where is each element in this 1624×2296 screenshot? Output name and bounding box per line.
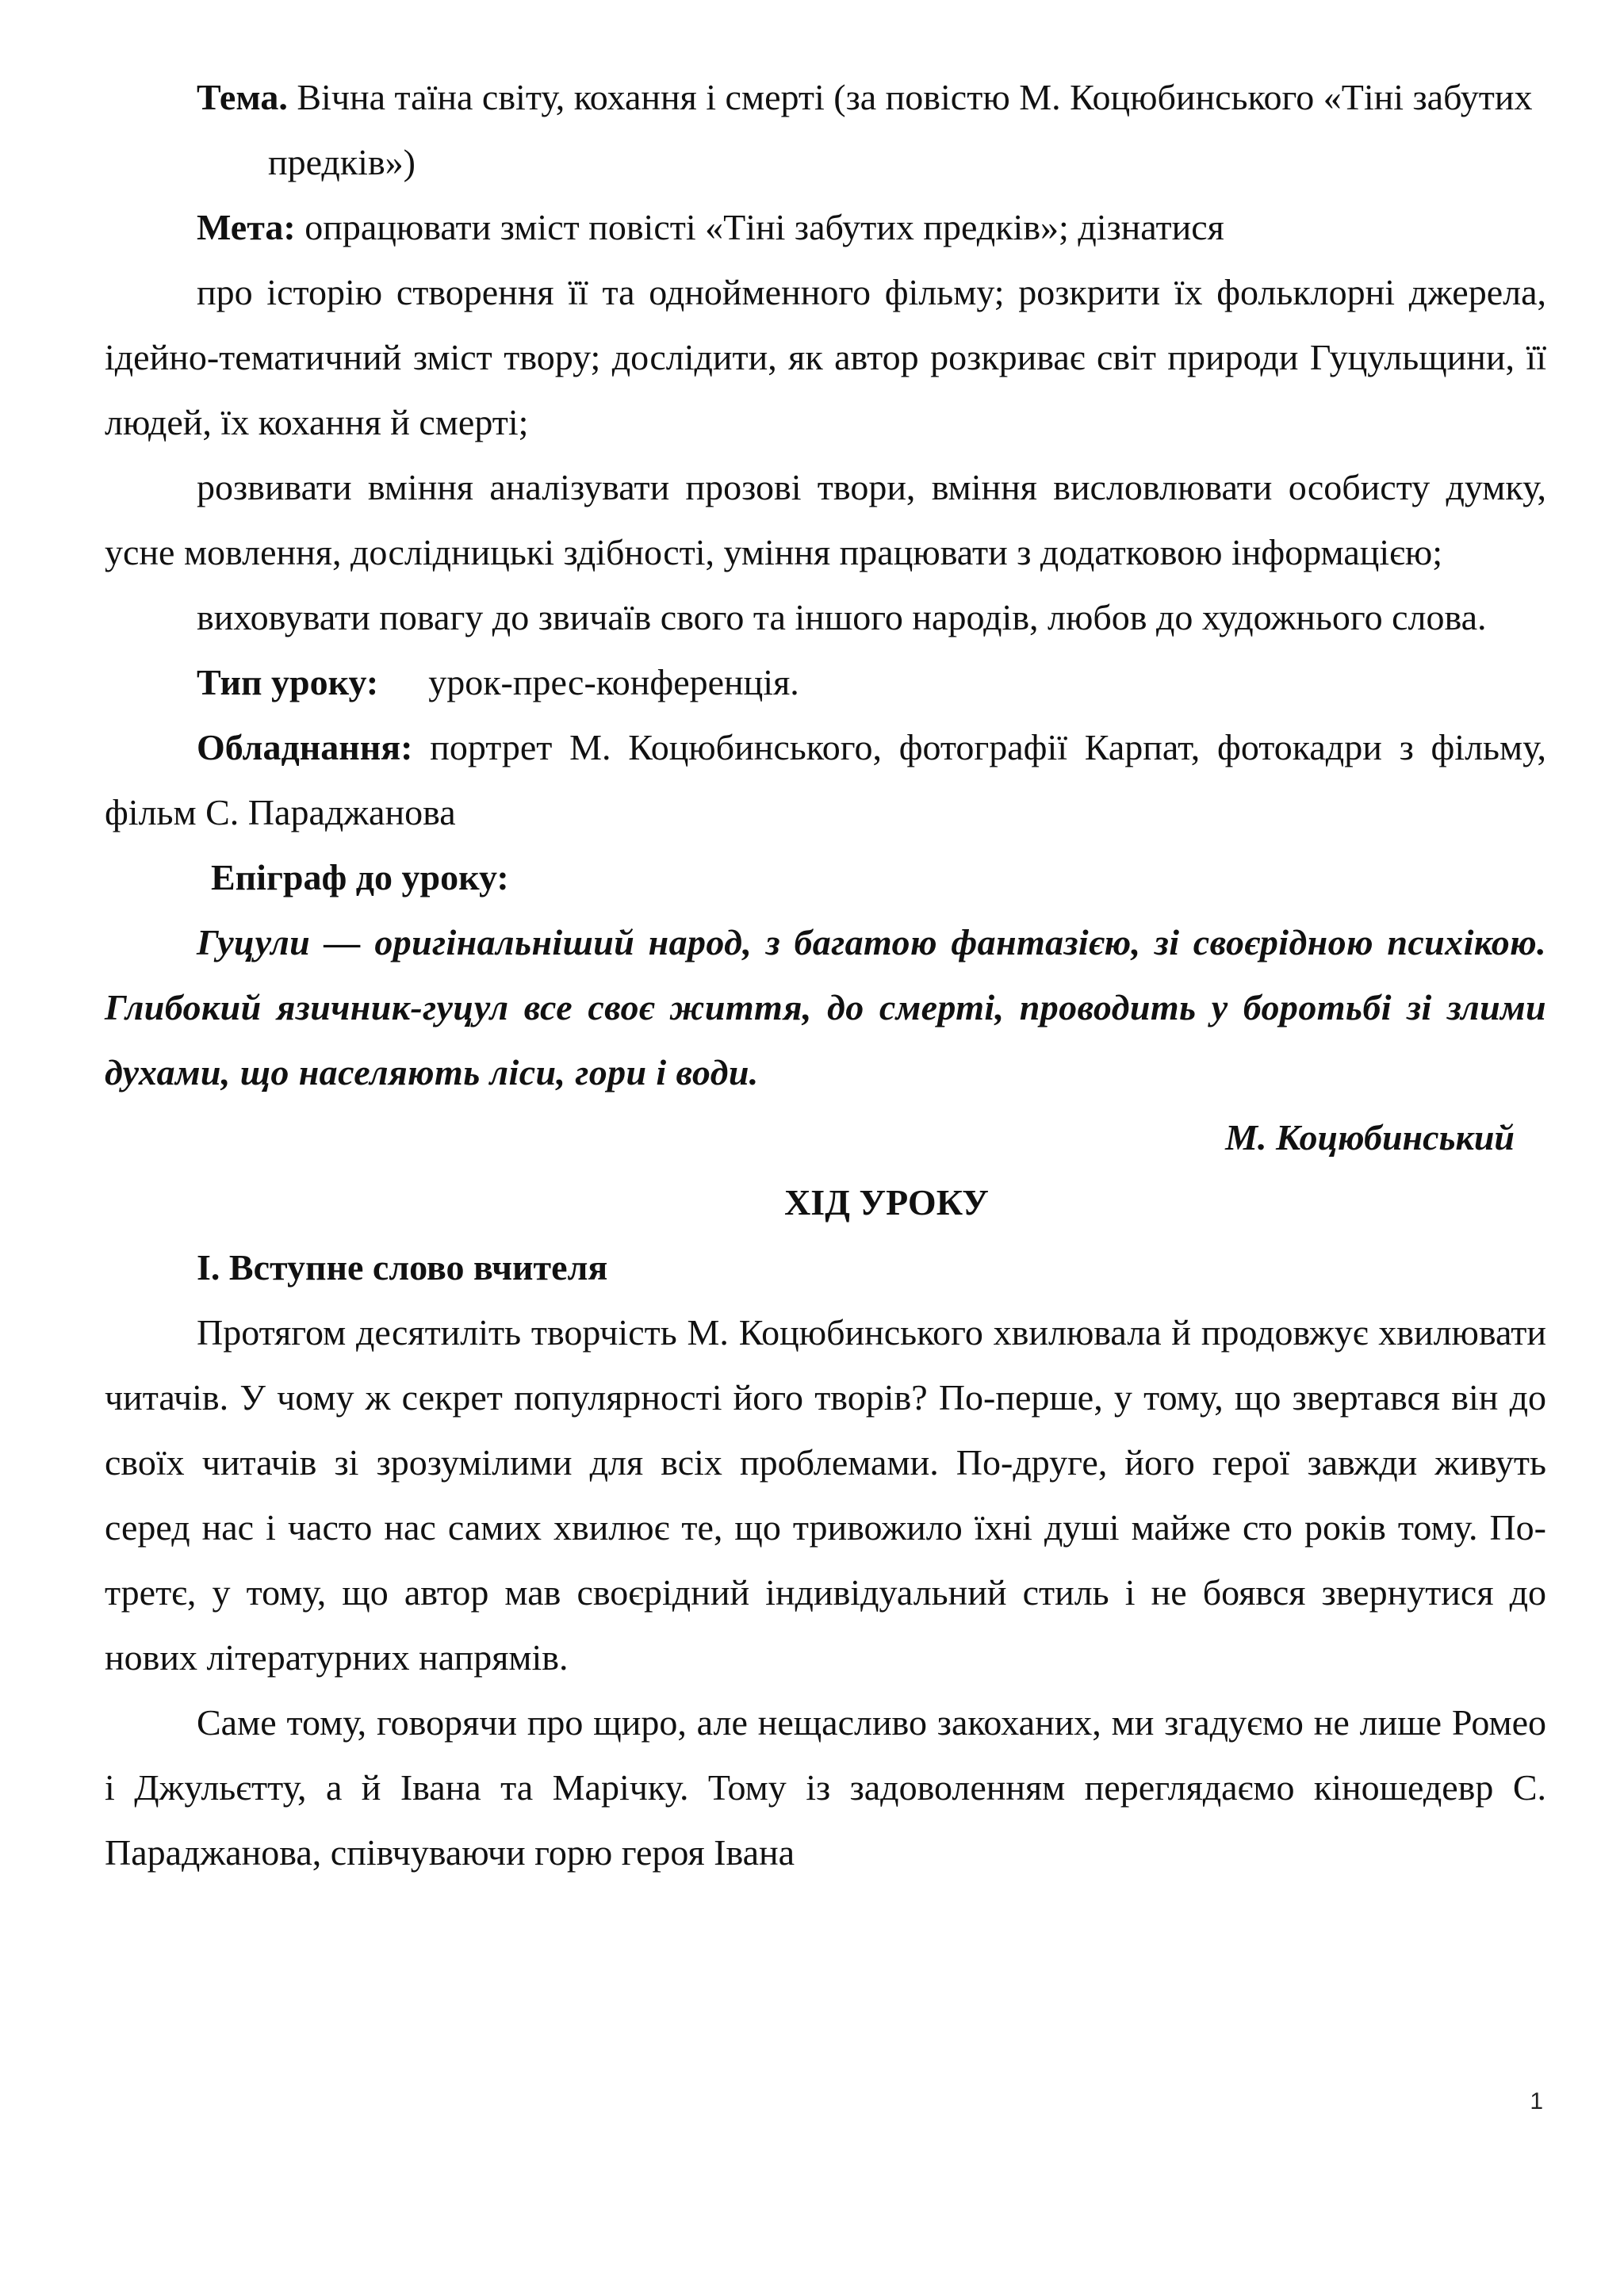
body-paragraph-1: Протягом десятиліть творчість М. Коцюбинського хвилювала й продовжує хвилювати читачів. У чому ж секрет популярності його творів? По-перше, у тому, що звертався він до своїх читачів зі зрозумілими для всіх проблемами. По-друге, його герої завжди живуть серед нас і часто нас самих хвилює те, що тривожило їхні душі майже сто років тому. По-третє, у тому, що автор мав своєрідний індивідуальний стиль і не боявся звернутися до нових літературних напрямів.	[105, 1312, 1546, 1678]
theme-text: Вічна таїна світу, кохання і смерті (за повістю М. Коцюбинського «Тіні забутих предків»)	[268, 77, 1533, 182]
equipment-label: Обладнання:	[197, 727, 413, 767]
goal-paragraph-2: про історію створення її та однойменного фільму; розкрити їх фольклорні джерела, ідейно-тематичний зміст твору; дослідити, як автор розкриває світ природи Гуцульщини, її людей, їх кохання й смерті;	[105, 272, 1546, 442]
epigraph-author: М. Коцюбинський	[1225, 1117, 1515, 1158]
lesson-type-text: урок-прес-конференція.	[428, 662, 799, 702]
goal-text: опрацювати зміст повісті «Тіні забутих предків»; дізнатися	[304, 207, 1224, 247]
page-number: 1	[1530, 2088, 1543, 2114]
page-content	[105, 65, 1546, 1885]
lesson-type-paragraph	[105, 650, 1546, 715]
epigraph-quote: Гуцули — оригінальніший народ, з багатою фантазією, зі своєрідною психікою. Глибокий язичник-гуцул все своє життя, до смерті, проводить у боротьбі зі злими духами, що населяють ліси, гори і води.	[105, 922, 1546, 1093]
lesson-type-label: Тип уроку:	[197, 662, 379, 702]
equipment-text: портрет М. Коцюбинського, фотографії Карпат, фотокадри з фільму, фільм С. Параджанова	[105, 727, 1547, 832]
lesson-heading: ХІД УРОКУ	[784, 1182, 989, 1223]
body-paragraph-2: Саме тому, говорячи про щиро, але нещасливо закоханих, ми згадуємо не лише Ромео і Джульєтту, а й Івана та Марічку. Тому із задоволенням переглядаємо кіношедевр С. Параджанова, співчуваючи горю героя Івана	[105, 1702, 1546, 1873]
theme-paragraph	[105, 65, 1546, 195]
goal-label: Мета:	[197, 207, 296, 247]
goal-paragraph	[105, 195, 1546, 260]
goal-paragraph-4: виховувати повагу до звичаїв свого та іншого народів, любов до художнього слова.	[197, 597, 1487, 637]
theme-label: Тема.	[197, 77, 288, 117]
equipment-paragraph	[105, 715, 1546, 845]
section-heading: І. Вступне слово вчителя	[197, 1247, 608, 1288]
goal-paragraph-3: розвивати вміння аналізувати прозові твори, вміння висловлювати особисту думку, усне мовлення, дослідницькі здібності, уміння працювати з додатковою інформацією;	[105, 467, 1546, 572]
epigraph-title: Епіграф до уроку:	[211, 857, 509, 897]
